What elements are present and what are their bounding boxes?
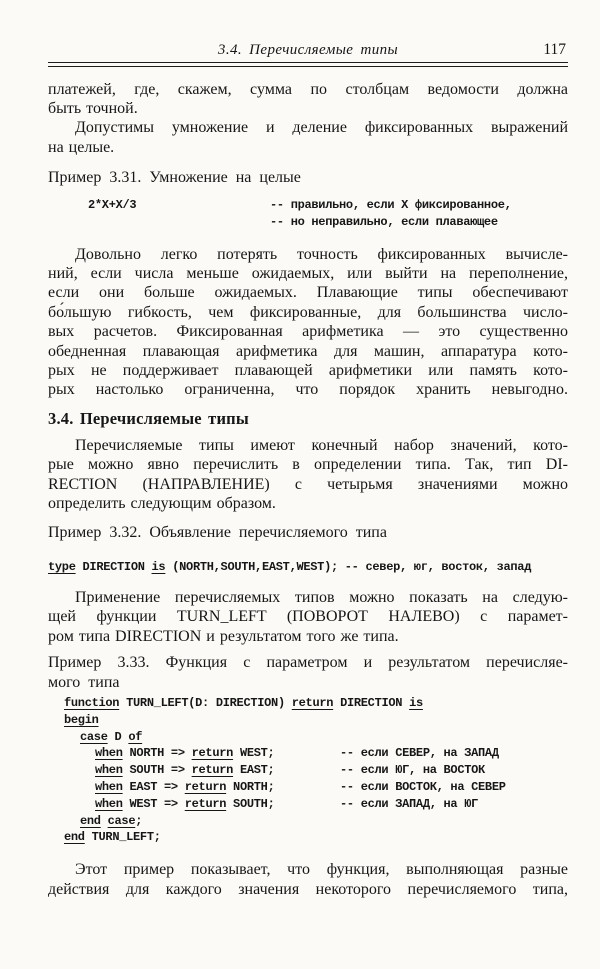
- text-line: платежей, где, скажем, сумма по столбцам ведомости должна: [48, 80, 568, 98]
- code-text: ;: [135, 813, 143, 828]
- paragraph-intro: [48, 80, 568, 119]
- ada-keyword: begin: [64, 712, 99, 727]
- code-comment: -- если ЗАПАД, на ЮГ: [340, 796, 479, 811]
- text-line: рые можно явно перечислить в определении типа. Так, тип DI-: [48, 456, 568, 474]
- code-text: WEST =>: [122, 796, 185, 811]
- ada-keyword: case: [80, 729, 108, 744]
- header-rule: [48, 62, 568, 67]
- code-line: [64, 762, 568, 779]
- ada-keyword: return: [184, 796, 227, 811]
- code-comment: -- если ЮГ, на ВОСТОК: [340, 763, 485, 778]
- paragraph-closing: [48, 860, 568, 899]
- code-text: WEST;: [233, 746, 275, 761]
- text-line: ний, если числа меньше ожидаемых, или выйти на переполнение,: [48, 265, 568, 283]
- text-line: Перечисляемые типы имеют конечный набор значений, кото-: [75, 436, 568, 454]
- code-line: [64, 712, 568, 729]
- code-line: [64, 813, 568, 830]
- running-title: 3.4. Перечисляемые типы: [217, 42, 399, 58]
- code-text: D: [107, 729, 129, 744]
- code-line: [64, 779, 568, 796]
- paragraph-enum-types: [48, 436, 568, 514]
- example-33-title: [48, 653, 568, 692]
- text-line: Применение перечисляемых типов можно показать на следую-: [75, 588, 568, 606]
- code-text: EAST =>: [122, 779, 185, 794]
- code-text: SOUTH;: [226, 796, 275, 811]
- code-line: [64, 829, 568, 846]
- ada-keyword: end: [64, 830, 85, 845]
- text-line: Довольно легко потерять точность фиксированных вычисле-: [75, 245, 568, 263]
- code-expression: 2*X+X/3: [88, 197, 137, 212]
- paragraph-multiplication: [48, 118, 568, 157]
- code-text: EAST;: [233, 763, 275, 778]
- text-line: бо́льшую гибкость, чем фиксированные, для большинства число-: [48, 303, 568, 321]
- code-comment: -- север, юг, восток, запад: [344, 559, 532, 574]
- text-line: быть точной.: [48, 100, 138, 117]
- ada-keyword: when: [95, 779, 123, 794]
- code-text: SOUTH =>: [122, 763, 192, 778]
- text-line: мого типа: [48, 673, 120, 691]
- example-32-title: Пример 3.32. Объявление перечисляемого типа: [48, 523, 387, 541]
- text-line: ром типа DIRECTION и результатом того же типа.: [48, 627, 399, 645]
- paragraph-apply: [48, 588, 568, 646]
- text-line: определить следующим образом.: [48, 495, 276, 513]
- ada-keyword: return: [291, 695, 334, 710]
- paragraph-precision: [48, 245, 568, 400]
- ada-keyword: case: [107, 813, 136, 828]
- code-line: [64, 695, 568, 712]
- ada-keyword: is: [409, 695, 423, 710]
- ada-keyword: return: [191, 746, 234, 761]
- text-line: рых не поддерживает плавающей арифметики или память кото-: [48, 362, 568, 380]
- code-text: TURN_LEFT(D: DIRECTION): [119, 695, 292, 710]
- text-line: обедненная плавающая арифметика для машин, аппаратура кото-: [48, 342, 568, 360]
- code-text: NORTH;: [226, 779, 275, 794]
- ada-keyword: is: [151, 559, 166, 574]
- text-line: щей функции TURN_LEFT (ПОВОРОТ НАЛЕВО) с парамет-: [48, 608, 568, 626]
- code-comment: -- но неправильно, если плавающее: [270, 214, 498, 229]
- code-text: (NORTH,SOUTH,EAST,WEST);: [165, 559, 345, 574]
- ada-keyword: when: [95, 763, 123, 778]
- text-line: на целые.: [48, 138, 115, 156]
- ada-keyword: of: [128, 729, 143, 744]
- example-31-title: Пример 3.31. Умножение на целые: [48, 169, 301, 187]
- code-comment: -- если СЕВЕР, на ЗАПАД: [340, 746, 499, 761]
- code-comment-block: [270, 197, 512, 231]
- ada-keyword: return: [184, 779, 227, 794]
- section-heading: 3.4. Перечисляемые типы: [48, 408, 249, 428]
- code-line: [64, 745, 568, 762]
- code-line: [64, 796, 568, 813]
- code-text: [101, 814, 108, 828]
- example-31-code: [48, 197, 568, 232]
- ada-keyword: return: [191, 763, 234, 778]
- text-line: рых настолько ограниченна, что порядок хранить невыгодно.: [48, 381, 568, 399]
- page-number: 117: [543, 41, 566, 58]
- code-text: TURN_LEFT;: [84, 830, 161, 845]
- text-line: Этот пример показывает, что функция, выполняющая разные: [75, 861, 568, 879]
- text-line: вых расчетов. Фиксированная арифметика — это существенно: [48, 323, 568, 341]
- running-header: [48, 42, 568, 59]
- ada-keyword: when: [95, 746, 123, 761]
- ada-keyword: end: [80, 813, 101, 828]
- code-comment: -- если ВОСТОК, на СЕВЕР: [340, 779, 506, 794]
- code-comment: -- правильно, если X фиксированное,: [270, 197, 512, 212]
- example-32-code: [48, 560, 568, 574]
- ada-keyword: function: [64, 695, 120, 710]
- text-line: если они больше ожидаемых. Плавающие типы обеспечивают: [48, 284, 568, 302]
- code-text: NORTH =>: [122, 746, 192, 761]
- code-text: DIRECTION: [333, 695, 410, 710]
- code-line: [64, 729, 568, 746]
- ada-keyword: when: [95, 796, 123, 811]
- example-33-code: [64, 695, 568, 846]
- ada-keyword: type: [48, 559, 76, 574]
- text-line: действия для каждого значения некоторого перечисляемого типа,: [48, 880, 568, 898]
- text-line: RECTION (НАПРАВЛЕНИЕ) с четырьмя значениями можно: [48, 475, 568, 493]
- text-line: Пример 3.33. Функция с параметром и результатом перечисляе-: [48, 654, 568, 672]
- code-text: DIRECTION: [75, 559, 152, 574]
- text-line: Допустимы умножение и деление фиксированных выражений: [75, 119, 568, 137]
